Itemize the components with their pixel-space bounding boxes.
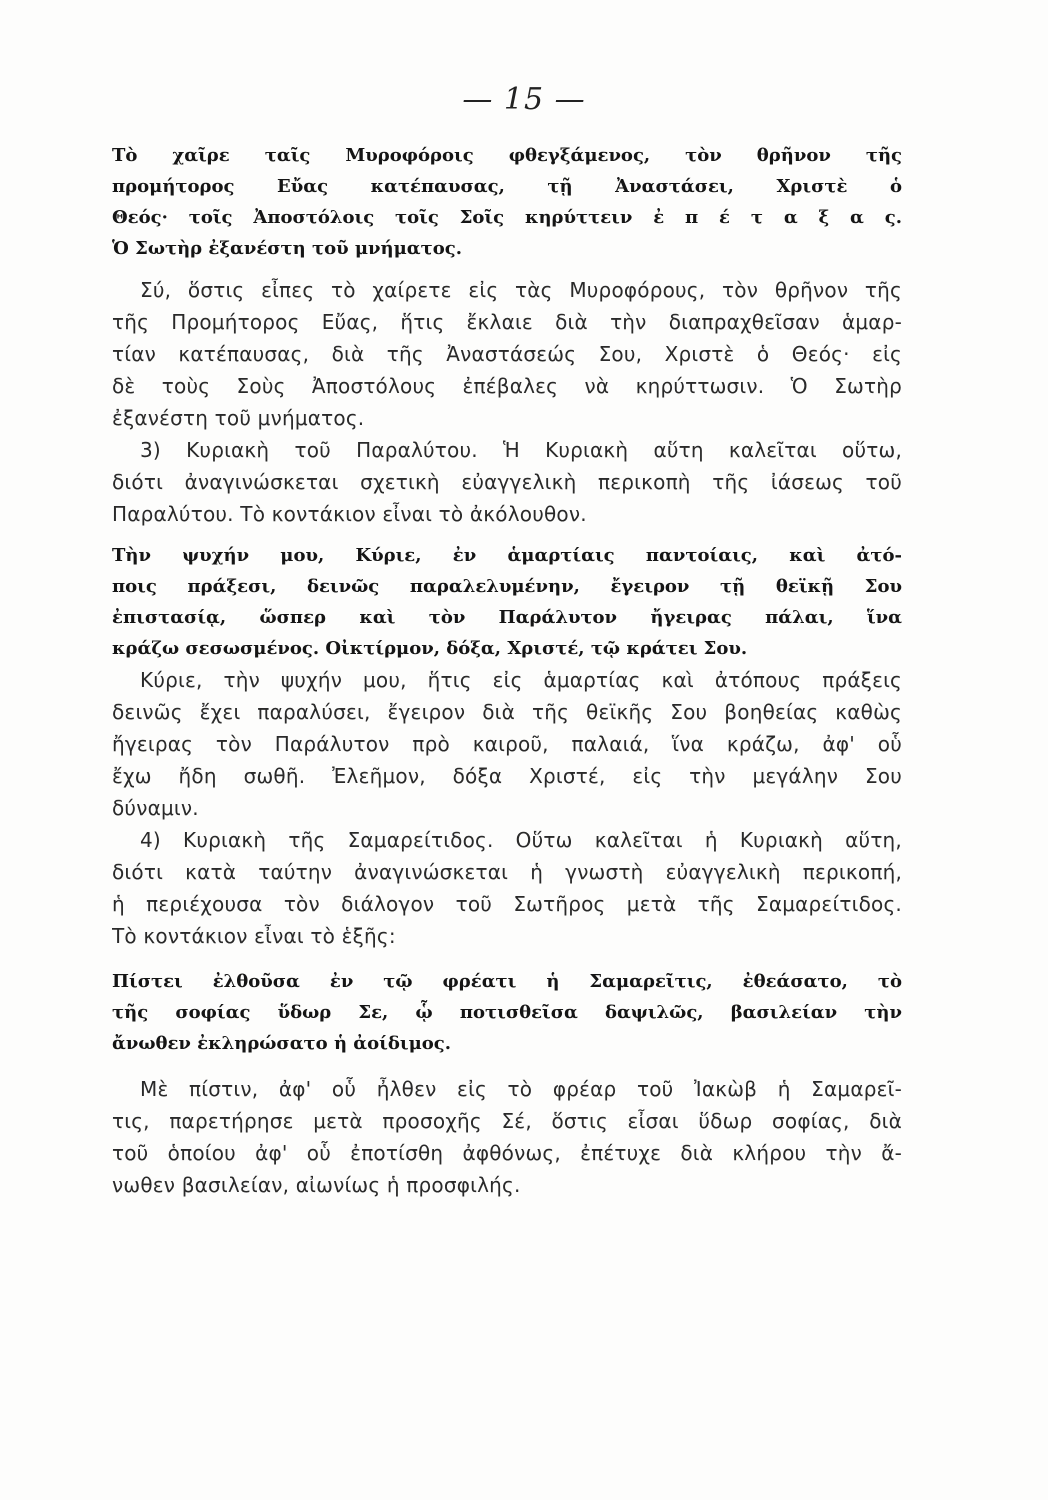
text-line: Θεός· τοῖς Ἀποστόλοις τοῖς Σοῖς κηρύττειν ἐ π έ τ α ξ α ς. [112, 207, 902, 228]
text-line: Τὴν ψυχήν μου, Κύριε, ἐν ἁμαρτίαις παντοίαις, καὶ ἀτό- [112, 545, 902, 566]
text-line: Μὲ πίστιν, ἀφ' οὗ ἦλθεν εἰς τὸ φρέαρ τοῦ Ἰακὼβ ἡ Σαμαρεῖ- [140, 1077, 902, 1101]
text-line: 3) Κυριακὴ τοῦ Παραλύτου. Ἡ Κυριακὴ αὕτη καλεῖται οὕτω, [140, 438, 902, 462]
text-line: Κύριε, τὴν ψυχήν μου, ἥτις εἰς ἁμαρτίας καὶ ἀτόπους πράξεις [140, 668, 902, 692]
text-line: τῆς σοφίας ὕδωρ Σε, ᾧ ποτισθεῖσα δαψιλῶς, βασιλείαν τὴν [112, 1002, 902, 1023]
text-line: Τὸ χαῖρε ταῖς Μυροφόροις φθεγξάμενος, τὸν θρῆνον τῆς [112, 145, 902, 166]
paraphrase-paralytic [112, 664, 902, 824]
text-line: ποις πράξεσι, δεινῶς παραλελυμένην, ἔγειρον τῇ θεϊκῇ Σου [112, 576, 902, 597]
kontakion-samaritan [112, 966, 902, 1059]
text-line: ἡ περιέχουσα τὸν διάλογον τοῦ Σωτῆρος μετὰ τῆς Σαμαρείτιδος. [112, 892, 902, 916]
paraphrase-myrrhbearers [112, 274, 902, 434]
page-number: — 15 — [462, 82, 586, 117]
text-line: Πίστει ἐλθοῦσα ἐν τῷ φρέατι ἡ Σαμαρεῖτις, ἐθεάσατο, τὸ [112, 971, 902, 992]
text-line: προμήτορος Εὔας κατέπαυσας, τῇ Ἀναστάσει, Χριστὲ ὁ [112, 176, 902, 197]
text-line: διότι ἀναγινώσκεται σχετικὴ εὐαγγελικὴ περικοπὴ τῆς ἰάσεως τοῦ [112, 470, 902, 494]
text-column [112, 140, 902, 1201]
text-line: κράζω σεσωσμένος. Οἰκτίρμον, δόξα, Χριστέ, τῷ κράτει Σου. [112, 638, 748, 659]
text-line: ἐξανέστη τοῦ μνήματος. [112, 406, 365, 430]
text-line: διότι κατὰ ταύτην ἀναγινώσκεται ἡ γνωστὴ εὐαγγελικὴ περικοπή, [112, 860, 902, 884]
text-line: τις, παρετήρησε μετὰ προσοχῆς Σέ, ὅστις εἶσαι ὕδωρ σοφίας, διὰ [112, 1109, 902, 1133]
paraphrase-samaritan [112, 1073, 902, 1201]
kontakion-paralytic [112, 540, 902, 664]
text-line: ἄνωθεν ἐκληρώσατο ἡ ἀοίδιμος. [112, 1033, 451, 1054]
text-line: δύναμιν. [112, 796, 199, 820]
text-line: ἐπιστασίᾳ, ὥσπερ καὶ τὸν Παράλυτον ἤγειρας πάλαι, ἵνα [112, 607, 902, 628]
text-line: νωθεν βασιλείαν, αἰωνίως ἡ προσφιλής. [112, 1173, 521, 1197]
text-line: Τὸ κοντάκιον εἶναι τὸ ἑξῆς: [112, 924, 396, 948]
section-paralytic [112, 434, 902, 530]
kontakion-myrrhbearers [112, 140, 902, 264]
text-line: Σύ, ὅστις εἶπες τὸ χαίρετε εἰς τὰς Μυροφόρους, τὸν θρῆνον τῆς [140, 278, 902, 302]
text-line: τοῦ ὁποίου ἀφ' οὗ ἐποτίσθη ἀφθόνως, ἐπέτυχε διὰ κλήρου τὴν ἄ- [112, 1141, 902, 1165]
text-line: Ὁ Σωτὴρ ἐξανέστη τοῦ μνήματος. [112, 238, 463, 259]
text-line: δὲ τοὺς Σοὺς Ἀποστόλους ἐπέβαλες νὰ κηρύττωσιν. Ὁ Σωτὴρ [112, 374, 902, 398]
section-samaritan [112, 824, 902, 952]
text-line: ἔχω ἤδη σωθῆ. Ἐλεῆμον, δόξα Χριστέ, εἰς τὴν μεγάλην Σου [112, 764, 902, 788]
text-line: δεινῶς ἔχει παραλύσει, ἔγειρον διὰ τῆς θεϊκῆς Σου βοηθείας καθὼς [112, 700, 902, 724]
text-line: ἤγειρας τὸν Παράλυτον πρὸ καιροῦ, παλαιά, ἵνα κράζω, ἀφ' οὗ [112, 732, 902, 756]
text-line: Παραλύτου. Τὸ κοντάκιον εἶναι τὸ ἀκόλουθον. [112, 502, 587, 526]
text-line: 4) Κυριακὴ τῆς Σαμαρείτιδος. Οὕτω καλεῖται ἡ Κυριακὴ αὕτη, [140, 828, 902, 852]
text-line: τῆς Προμήτορος Εὔας, ἥτις ἔκλαιε διὰ τὴν διαπραχθεῖσαν ἁμαρ- [112, 310, 902, 334]
text-line: τίαν κατέπαυσας, διὰ τῆς Ἀναστάσεώς Σου, Χριστὲ ὁ Θεός· εἰς [112, 342, 902, 366]
